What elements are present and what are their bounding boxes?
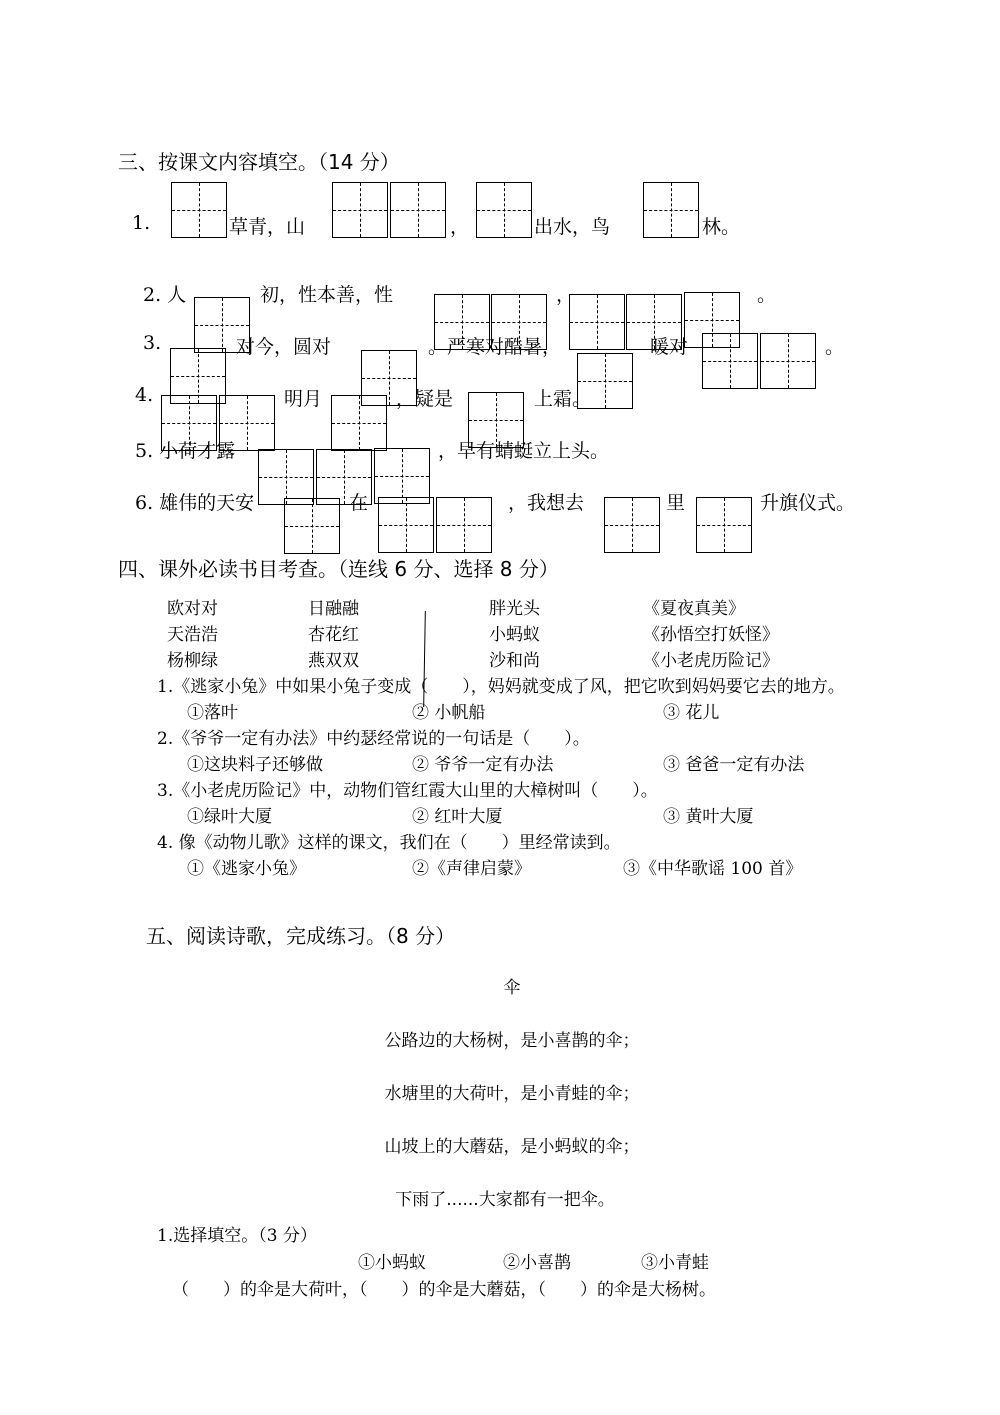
choice-question: 2.《爷爷一定有办法》中约瑟经常说的一句话是（ ）。 [157,729,590,749]
choice-question: 1.《逃家小兔》中如果小兔子变成（ ），妈妈就变成了风，把它吹到妈妈要它去的地方。 [157,677,845,697]
q2-text-c: ， [556,284,576,306]
choice-option[interactable]: ③ 黄叶大厦 [663,807,754,827]
q5-text-a: 5. 小荷才露 [135,440,236,462]
tianzige-box[interactable] [374,448,430,504]
poem-line: 下雨了......大家都有一把伞。 [395,1190,615,1210]
poem-title: 伞 [503,978,521,998]
choice-question: 3.《小老虎历险记》中，动物们管红霞大山里的大樟树叫（ ）。 [157,781,658,801]
match-item[interactable]: 《孙悟空打妖怪》 [643,625,779,645]
q1-text-3: 出水，鸟 [534,216,611,238]
sub-question-title: 1.选择填空。（3 分） [157,1226,317,1246]
poem-line: 水塘里的大荷叶，是小青蛙的伞； [384,1084,640,1104]
q6-text-e: 升旗仪式。 [760,492,856,514]
match-item[interactable]: 《小老虎历险记》 [643,651,779,671]
q1-number: 1. [132,212,151,234]
q2-text-a: 2. 人 [143,284,187,306]
choice-option[interactable]: ①《逃家小兔》 [187,859,306,879]
q4-text-d: 上霜。 [534,388,592,410]
tianzige-box[interactable] [436,497,492,553]
match-item[interactable]: 日融融 [308,599,359,619]
match-item[interactable]: 杏花红 [308,625,359,645]
section-4-title: 四、课外必读书目考查。（连线 6 分、选择 8 分） [118,557,559,581]
q6-text-d: 里 [666,492,686,514]
choice-question: 4. 像《动物儿歌》这样的课文，我们在（ ）里经常读到。 [157,833,621,853]
choice-option[interactable]: ②《声律启蒙》 [412,859,531,879]
tianzige-box[interactable] [284,498,340,554]
choice-option[interactable]: ② 小帆船 [412,703,486,723]
q3-text-c: 。严寒对酷暑， [428,336,562,358]
choice-option[interactable]: ② 红叶大厦 [412,807,503,827]
choice-option[interactable]: ③ 花儿 [663,703,720,723]
fill-option[interactable]: ③小青蛙 [641,1253,709,1273]
tianzige-box[interactable] [258,449,314,505]
match-item[interactable]: 燕双双 [308,651,359,671]
tianzige-box[interactable] [378,497,434,553]
section-5-title: 五、阅读诗歌，完成练习。（8 分） [146,924,456,948]
fill-option[interactable]: ②小喜鹊 [503,1253,571,1273]
tianzige-box[interactable] [604,497,660,553]
tianzige-box[interactable] [696,497,752,553]
q3-text-d: 暖对 [650,336,689,358]
section-3-title: 三、按课文内容填空。（14 分） [118,150,400,174]
tianzige-box[interactable] [332,182,388,238]
choice-option[interactable]: ①这块料子还够做 [187,755,323,775]
fill-sentence[interactable]: （ ）的伞是大荷叶，（ ）的伞是大蘑菇，（ ）的伞是大杨树。 [172,1280,716,1300]
q1-text-4: 林。 [702,216,741,238]
q4-text-b: 明月 [284,388,323,410]
q4-text-c: ，疑是 [396,388,454,410]
match-item[interactable]: 小蚂蚁 [489,625,540,645]
tianzige-box[interactable] [569,294,625,350]
q1-text-2: ， [450,216,470,238]
match-item[interactable]: 欧对对 [167,599,218,619]
match-item[interactable]: 胖光头 [489,599,540,619]
tianzige-box[interactable] [760,333,816,389]
choice-option[interactable]: ③《中华歌谣 100 首》 [623,859,803,879]
q6-text-c: ，我想去 [508,492,585,514]
tianzige-box[interactable] [331,395,387,451]
tianzige-box[interactable] [476,182,532,238]
q3-text-b: 对今，圆对 [236,336,332,358]
match-item[interactable]: 杨柳绿 [167,651,218,671]
tianzige-box[interactable] [390,182,446,238]
q6-text-b: 在 [349,492,369,514]
poem-line: 公路边的大杨树，是小喜鹊的伞； [384,1031,640,1051]
tianzige-box[interactable] [171,182,227,238]
tianzige-box[interactable] [702,333,758,389]
q4-text-a: 4. [135,384,154,406]
q3-text-e: 。 [825,336,845,358]
q6-text-a: 6. 雄伟的天安 [135,492,255,514]
choice-option[interactable]: ② 爷爷一定有办法 [412,755,554,775]
match-item[interactable]: 《夏夜真美》 [643,599,745,619]
match-item[interactable]: 沙和尚 [489,651,540,671]
q2-text-b: 初，性本善，性 [260,284,394,306]
q5-text-b: ，早有蜻蜓立上头。 [438,440,610,462]
choice-option[interactable]: ③ 爸爸一定有办法 [663,755,805,775]
q3-text-a: 3. [143,332,162,354]
match-item[interactable]: 天浩浩 [167,625,218,645]
choice-option[interactable]: ①绿叶大厦 [187,807,272,827]
poem-line: 山坡上的大蘑菇，是小蚂蚁的伞； [384,1137,640,1157]
tianzige-box[interactable] [643,182,699,238]
q2-text-d: 。 [757,284,777,306]
fill-option[interactable]: ①小蚂蚁 [358,1253,426,1273]
q1-text-1: 草青，山 [229,216,306,238]
choice-option[interactable]: ①落叶 [187,703,238,723]
